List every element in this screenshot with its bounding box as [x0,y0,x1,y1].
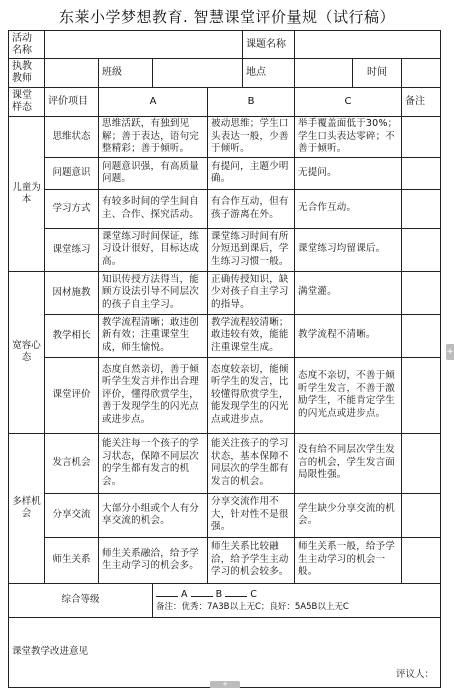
remark-cell[interactable] [402,189,441,228]
criteria-b: 课堂练习时间有所分短迅到课后，学生练习习惯一般。 [208,228,295,271]
overall-grade-label: 综合等级 [9,583,153,617]
criteria-c: 举手覆盖面低于30%；学生口头表达零碎；不善于倾听。 [295,117,402,158]
column-c-header: C [295,88,402,117]
criteria-c: 师生关系一般，给予学生主动学习的机会一般。 [295,537,402,583]
criteria-c: 没有给不同层次学生发言的机会，学生发言面局限性强。 [295,433,402,493]
improvement-label: 课堂教学改进意见 [12,646,89,657]
item-label: 师生关系 [45,537,99,583]
grade-a-blank[interactable] [156,587,178,597]
criteria-b: 态度较亲切，能倾听学生的发言，比较懂得欣赏学生，能发现学生的闪光点或进步点。 [208,357,295,433]
remark-cell[interactable] [402,493,441,537]
remark-cell[interactable] [402,357,441,433]
criteria-c: 学生缺少分享交流的机会。 [295,493,402,537]
activity-name-field[interactable] [45,31,243,59]
improvement-cell[interactable] [9,617,441,687]
topic-name-label: 课题名称 [243,31,295,59]
teacher-field[interactable] [45,59,99,88]
grade-b-blank[interactable] [191,587,213,597]
criteria-a: 能关注每一个孩子的学习状态，保障不同层次的学生都有发言的机会。 [99,433,208,493]
grade-note: 备注：优秀：7A3B以上无C；良好：5A5B以上无C [156,602,349,612]
criteria-c: 无合作互动。 [295,189,402,228]
expand-handle-icon[interactable]: + [446,344,454,360]
criteria-a: 课堂练习时间保证，练习设计很好，目标达成高。 [99,228,208,271]
grade-blanks [156,587,437,601]
column-b-header: B [208,88,295,117]
criteria-c: 满堂灌。 [295,271,402,314]
column-remark-header: 备注 [402,88,441,117]
class-field[interactable] [153,59,243,88]
item-label: 课堂评价 [45,357,99,433]
criteria-a: 思维活跃，有独到见解；善于表达，语句完整精彩；善于倾听。 [99,117,208,158]
criteria-b: 能关注孩子的学习状态，基本保障不同层次的学生都有发言的机会。 [208,433,295,493]
item-label: 因材施教 [45,271,99,314]
teacher-label: 执教教师 [9,59,45,88]
item-label: 教学相长 [45,314,99,357]
criteria-b: 有合作互动，但有孩子游离在外。 [208,189,295,228]
time-field[interactable] [402,59,441,88]
criteria-a: 大部分小组或个人有分享交流的机会。 [99,493,208,537]
grade-a-label: A [181,589,188,600]
class-label: 班级 [99,59,153,88]
item-label: 问题意识 [45,157,99,189]
page-title: 东莱小学梦想教育. 智慧课堂评价量规（试行稿） [58,8,396,26]
group-label: 宽容心态 [9,271,45,433]
criteria-b: 被动思维；学生口头表达一般，少善于倾听。 [208,117,295,158]
time-label: 时间 [353,59,402,88]
column-item-header: 评价项目 [45,88,99,117]
criteria-a: 态度自然亲切，善于倾听学生发言并作出合理评价，懂得欣赏学生，善于发现学生的闪光点或进步点。 [99,357,208,433]
item-label: 分享交流 [45,493,99,537]
criteria-a: 问题意识强，有高质量问题。 [99,157,208,189]
criteria-a: 有较多时间的学生间自主、合作、探究活动。 [99,189,208,228]
criteria-b: 师生关系比较融洽，给予学生主动学习的机会较多。 [208,537,295,583]
remark-cell[interactable] [402,314,441,357]
group-label: 多样机会 [9,433,45,583]
overall-grade-cell[interactable] [153,583,441,617]
criteria-b: 正确传授知识，缺少对孩子自主学习的指导。 [208,271,295,314]
criteria-a: 教学流程清晰；敢违创新有效；注重课堂生成，师生愉悦。 [99,314,208,357]
criteria-a: 知识传授方法得当，能顾方设法引导不同层次的孩子自主学习。 [99,271,208,314]
group-label: 儿童为本 [9,117,45,272]
item-label: 思维状态 [45,117,99,158]
remark-cell[interactable] [402,537,441,583]
criteria-c: 课堂练习均留课后。 [295,228,402,271]
evaluator-label: 评议人： [395,668,434,680]
item-label: 课堂练习 [45,228,99,271]
criteria-b: 教学流程较清晰；敢违较有效，能能注重课堂生成。 [208,314,295,357]
remark-cell[interactable] [402,433,441,493]
location-label: 地点 [243,59,295,88]
criteria-c: 无提问。 [295,157,402,189]
criteria-b: 分享交流作用不大，针对性不是很强。 [208,493,295,537]
item-label: 学习方式 [45,189,99,228]
criteria-b: 有提问，主题少明确。 [208,157,295,189]
topic-name-field[interactable] [295,31,441,59]
item-label: 发言机会 [45,433,99,493]
grade-c-label: C [250,589,257,600]
remark-cell[interactable] [402,157,441,189]
evaluation-table [8,30,441,688]
criteria-c: 教学流程不清晰。 [295,314,402,357]
activity-name-label: 活动名称 [9,31,45,59]
remark-cell[interactable] [402,271,441,314]
column-style-header: 课堂样态 [9,88,45,117]
criteria-c: 态度不亲切，不善于倾听学生发言，不善于激励学生，不能肯定学生的闪光点或进步点。 [295,357,402,433]
grade-c-blank[interactable] [225,587,247,597]
remark-cell[interactable] [402,117,441,158]
add-row-handle-icon[interactable]: + [210,681,240,688]
remark-cell[interactable] [402,228,441,271]
location-field[interactable] [295,59,353,88]
column-a-header: A [99,88,208,117]
criteria-a: 师生关系融洽，给予学生主动学习的机会多。 [99,537,208,583]
grade-b-label: B [215,589,223,600]
